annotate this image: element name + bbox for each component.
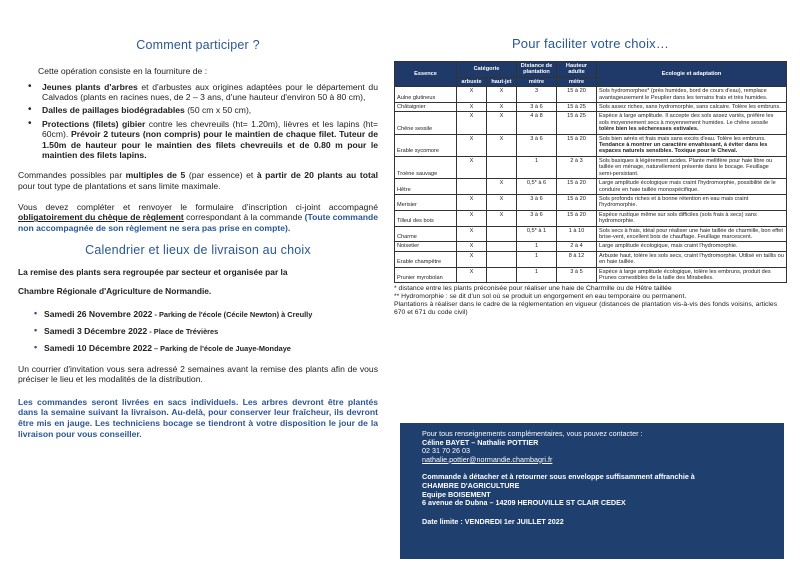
col-header-categorie: Catégorie	[457, 62, 517, 78]
contact-phone[interactable]: 02 31 70 26 03	[422, 446, 470, 456]
team-name: Equipe BOISEMENT	[422, 489, 491, 499]
col-header-metre: mètre	[517, 77, 557, 86]
hautjet-cell: X	[487, 194, 517, 210]
left-column	[18, 0, 378, 439]
contact-names: Céline BAYET – Nathalie POTTIER	[422, 437, 539, 447]
col-header-hauteur: Hauteur adulte	[557, 62, 597, 78]
arbuste-cell: X	[457, 226, 487, 242]
table-row	[395, 226, 787, 242]
hautjet-cell: X	[487, 134, 517, 156]
table-row	[395, 179, 787, 195]
hauteur-cell: 15 à 20	[557, 179, 597, 195]
order-return-line: Commande à détacher et à retourner sous enveloppe suffisamment affranchie à	[422, 472, 695, 482]
ecologie-cell: Arbuste haut, tolère les sols secs, craint l'hydromorphie. Utilisé en taillis ou en haie taillée.	[597, 251, 787, 267]
distance-cell: 4 à 8	[517, 112, 557, 134]
order-text: Commandes possibles par multiples de 5 (par essence) et à partir de 20 plants au total pour tout type de plantations et sans limite maximale.	[18, 170, 378, 192]
hauteur-cell: 8 à 12	[557, 251, 597, 267]
ecologie-cell: Large amplitude écologique, mais craint l'hydromorphie.	[597, 242, 787, 251]
note-distance: * distance entre les plants préconisée pour réaliser une haie de Charmille ou de Hêtre taillée	[394, 285, 672, 293]
hauteur-cell: 15 à 25	[557, 112, 597, 134]
essence-cell: Erable champêtre	[395, 251, 457, 267]
contact-intro: Pour tous renseignements complémentaires, vous pouvez contacter :	[422, 429, 643, 438]
table-row	[395, 112, 787, 134]
delivery-notice: Les commandes seront livrées en sacs individuels. Les arbres devront être plantés dans la semaine suivant la livraison. Au-delà, pour conserver leur fraîcheur, ils devront être mis en jauge. Les techniciens bocage se tiendront à votre disposition le jour de la livraison pour vous conseiller.	[18, 396, 378, 439]
hauteur-cell: 1 à 10	[557, 226, 597, 242]
ecologie-cell: Espèce à large amplitude. Il accepte des sols assez variés, préfère les sols moyennement secs à moyennement humides. Le chêne sessile tolère bien les sécheresses estivales.	[597, 112, 787, 134]
regroup-line-2: Chambre Régionale d'Agriculture de Normandie.	[18, 286, 212, 296]
ecologie-cell: Espèce à large amplitude écologique, tolère les embruns, produit des Prunes comestibles de la taille des Mirabelles.	[597, 267, 787, 283]
essence-cell: Merisier	[395, 194, 457, 210]
hautjet-cell	[487, 267, 517, 283]
hautjet-cell	[487, 251, 517, 267]
date-item: • Samedi 3 Décembre 2022 - Place de Trévières	[18, 326, 378, 337]
distance-cell: 0,5* à 1	[517, 226, 557, 242]
arbuste-cell: X	[457, 87, 487, 103]
col-header-distance: Distance de plantation	[517, 62, 557, 78]
list-item: • Dalles de paillages biodégradables (50 cm x 50 cm),	[18, 105, 378, 115]
hauteur-cell: 15 à 20	[557, 210, 597, 226]
essence-cell: Aulne glutineux	[395, 87, 457, 103]
arbuste-cell: X	[457, 242, 487, 251]
ecologie-cell: Sols hydromorphes* (près humides, bord de cours d'eau), remplace avantageusement le Peuplier dans les terrains frais et très humides.	[597, 87, 787, 103]
intro-text: Cette opération consiste en la fourniture de :	[38, 66, 208, 76]
essence-cell: Troène sauvage	[395, 156, 457, 178]
hautjet-cell	[487, 156, 517, 178]
org-name: CHAMBRE D'AGRICULTURE	[422, 480, 520, 490]
regroup-line-1: La remise des plants sera regroupée par secteur et organisée par la	[18, 267, 288, 278]
hautjet-cell: X	[487, 179, 517, 195]
essence-cell: Charme	[395, 226, 457, 242]
section-title-choix: Pour faciliter votre choix…	[511, 36, 670, 51]
hautjet-cell	[487, 226, 517, 242]
hauteur-cell: 15 à 20	[557, 194, 597, 210]
address: 6 avenue de Dubna – 14209 HEROUVILLE ST CLAIR CEDEX	[422, 498, 626, 508]
hauteur-cell: 15 à 20	[557, 134, 597, 156]
col-header-arbuste: arbuste	[457, 77, 487, 86]
right-column	[394, 0, 787, 526]
table-row	[395, 103, 787, 112]
col-header-hautjet: haut-jet	[487, 77, 517, 86]
hauteur-cell: 3 à 5	[557, 267, 597, 283]
species-table	[394, 61, 787, 283]
contact-box	[400, 423, 784, 559]
distance-cell: 3 à 6	[517, 134, 557, 156]
col-header-ecologie: Ecologie et adaptation	[597, 62, 787, 87]
list-item: • Protections (filets) gibier contre les chevreuils (ht= 1.20m), lièvres et les lapins (ht= 60cm). Prévoir 2 tuteurs (non compris) pour le maintien de chaque filet. Tuteur de 1.50m de hauteur pour le maintien des filets chevreuils et de 0.80 m pour le maintien des filets lapins.	[18, 119, 378, 161]
hautjet-cell: X	[487, 103, 517, 112]
supply-list	[18, 82, 378, 161]
table-row	[395, 87, 787, 103]
hautjet-cell: X	[487, 210, 517, 226]
essence-cell: Prunier myrobolan	[395, 267, 457, 283]
section-title-participer: Comment participer ?	[136, 38, 260, 52]
hauteur-cell: 2 à 4	[557, 242, 597, 251]
arbuste-cell: X	[457, 156, 487, 178]
essence-cell: Tilleul des bois	[395, 210, 457, 226]
note-reglementation: Plantations à réaliser dans le cadre de la réglementation en vigueur (distances de plantation vis-à-vis des fonds voisins, articles 670 et 671 du code civil)	[394, 301, 778, 317]
table-row	[395, 156, 787, 178]
list-item: • Jeunes plants d'arbres et d'arbustes aux origines adaptées pour le département du Calvados (plants en racines nues, de 2 – 3 ans, d'une hauteur d'environ 50 à 80 cm),	[18, 82, 378, 103]
distance-cell: 1	[517, 267, 557, 283]
table-row	[395, 267, 787, 283]
deadline: Date limite : VENDREDI 1er JUILLET 2022	[422, 516, 564, 526]
contact-email-link[interactable]: nathalie.pottier@normandie.chambagri.fr	[422, 454, 553, 464]
distance-cell: 3 à 6	[517, 210, 557, 226]
distance-cell: 3 à 6	[517, 103, 557, 112]
table-row	[395, 242, 787, 251]
essence-cell: Erable sycomore	[395, 134, 457, 156]
ecologie-cell: Sols profonds riches et à bonne rétention en eau mais craint l'hydromorphie.	[597, 194, 787, 210]
distance-cell: 1	[517, 251, 557, 267]
courrier-text: Un courrier d'invitation vous sera adressé 2 semaines avant la remise des plants afin de vous préciser le lieu et les modalités de la distribution.	[18, 363, 378, 385]
arbuste-cell: X	[457, 251, 487, 267]
table-row	[395, 134, 787, 156]
essence-cell: Noisetier	[395, 242, 457, 251]
distance-cell: 1	[517, 156, 557, 178]
table-body	[395, 87, 787, 283]
ecologie-cell: Sols basiques à légèrement acides. Plante mellifère pour haie libre ou taillée en ménage, naturellement présente dans le bocage. Feuillage semi-persistant.	[597, 156, 787, 178]
col-header-essence: Essence	[395, 62, 457, 87]
distance-cell: 0,5* à 6	[517, 179, 557, 195]
date-item: • Samedi 10 Décembre 2022 – Parking de l'école de Juaye-Mondaye	[18, 343, 378, 354]
ecologie-cell: Sols bien aérés et frais mais sans excès d'eau. Tolère les embruns. Tendance à montrer un caractère envahissant, à éviter dans les espaces naturels sensibles. Toxique pour le Cheval.	[597, 134, 787, 156]
hauteur-cell: 15 à 25	[557, 103, 597, 112]
arbuste-cell: X	[457, 134, 487, 156]
essence-cell: Hêtre	[395, 179, 457, 195]
table-notes	[394, 285, 787, 317]
dates-list	[18, 309, 378, 354]
arbuste-cell: X	[457, 194, 487, 210]
ecologie-cell: Large amplitude écologique mais craint l'hydromorphie, possibilité de le conduire en haie taillée monospécifique.	[597, 179, 787, 195]
note-hydromorphie: ** Hydromorphie : se dit d'un sol où se produit un engorgement en eau temporaire ou permanent.	[394, 293, 687, 301]
essence-cell: Châtaignier	[395, 103, 457, 112]
distance-cell: 1	[517, 242, 557, 251]
arbuste-cell: X	[457, 267, 487, 283]
arbuste-cell: X	[457, 112, 487, 134]
ecologie-cell: Espèce rustique même sur sols difficiles (sols frais à secs) sans hydromorphie.	[597, 210, 787, 226]
hauteur-cell: 15 à 20	[557, 87, 597, 103]
distance-cell: 3 à 6	[517, 194, 557, 210]
table-row	[395, 194, 787, 210]
table-row	[395, 251, 787, 267]
arbuste-cell: X	[457, 103, 487, 112]
ecologie-cell: Sols assez riches, sans hydromorphie, sans calcaire. Tolère les embruns.	[597, 103, 787, 112]
hautjet-cell	[487, 242, 517, 251]
distance-cell: 3	[517, 87, 557, 103]
hautjet-cell: X	[487, 112, 517, 134]
arbuste-cell	[457, 179, 487, 195]
form-text: Vous devez compléter et renvoyer le formulaire d'inscription ci-joint accompagné obligatoirement du chèque de règlement correspondant à la commande (Toute commande non accompagnée de son règlement ne sera pas prise en compte).	[18, 201, 379, 233]
essence-cell: Chêne sessile	[395, 112, 457, 134]
table-row	[395, 210, 787, 226]
section-title-calendrier: Calendrier et lieux de livraison au choix	[85, 243, 311, 258]
hauteur-cell: 2 à 3	[557, 156, 597, 178]
arbuste-cell: X	[457, 210, 487, 226]
date-item: • Samedi 26 Novembre 2022 - Parking de l'école (Cécile Newton) à Creully	[18, 309, 378, 320]
ecologie-cell: Sols secs à frais, idéal pour réaliser une haie taillée de charmille, bon effet brise-vent, excellent bois de chauffage. Feuillage marcescent.	[597, 226, 787, 242]
col-header-metre: mètre	[557, 77, 597, 86]
hautjet-cell: X	[487, 87, 517, 103]
